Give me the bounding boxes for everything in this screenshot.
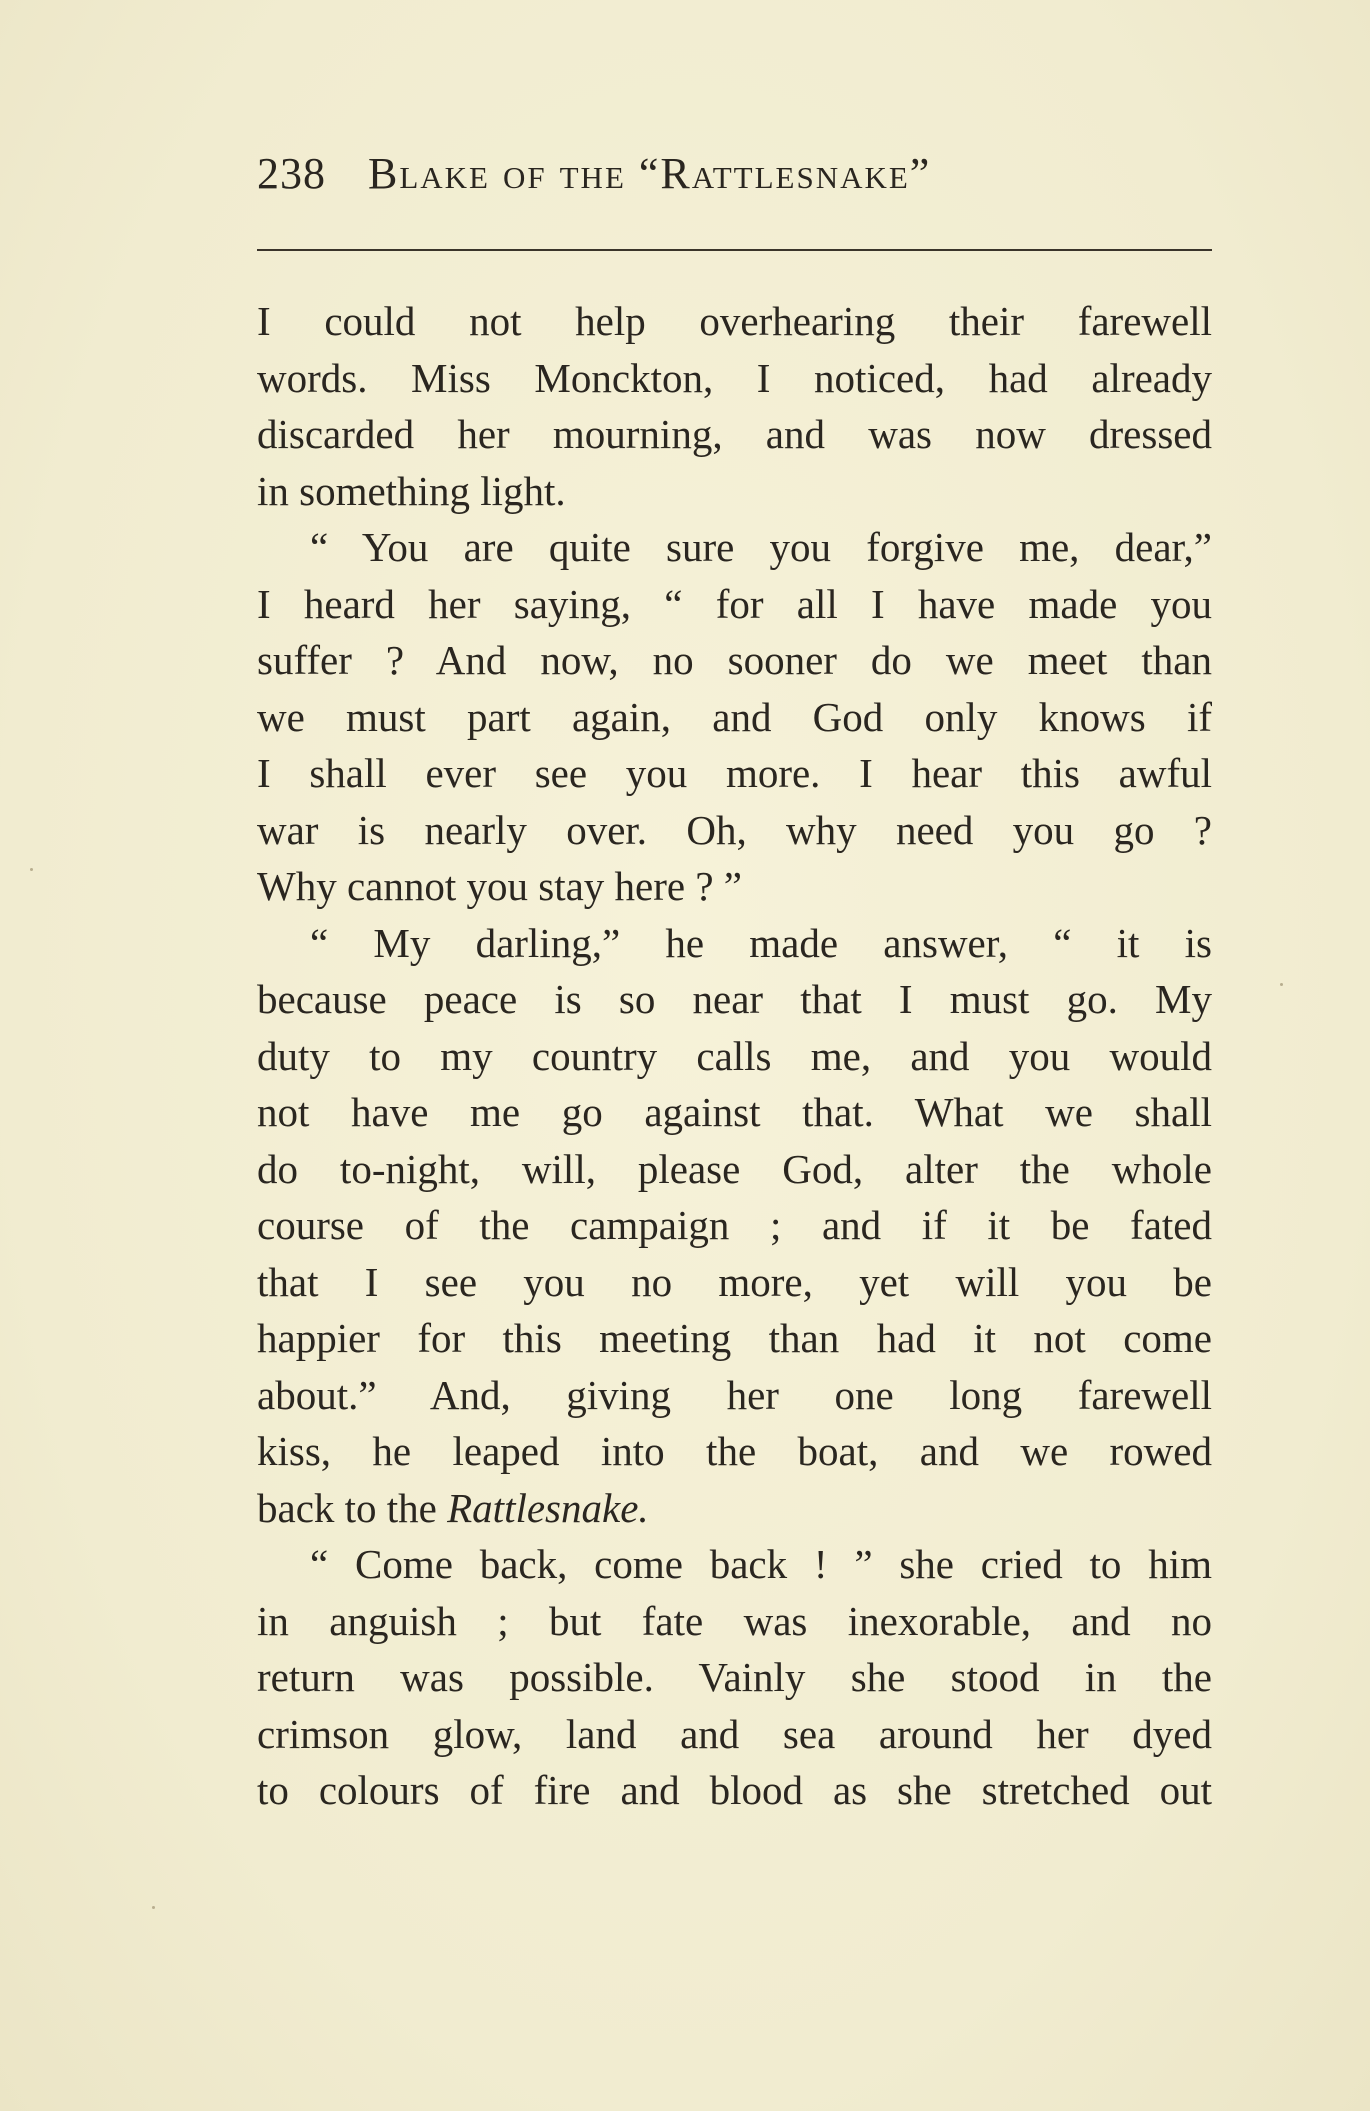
text-line: not have me go against that. What we shall xyxy=(257,1089,1212,1135)
text-line: Why cannot you stay here ? ” xyxy=(257,863,742,909)
text-line: we must part again, and God only knows if xyxy=(257,693,1212,740)
text-line: do to-night, will, please God, alter the whole xyxy=(257,1145,1212,1192)
text-line: about.” And, giving her one long farewell xyxy=(257,1371,1212,1418)
text-line: happier for this meeting than had it not come xyxy=(257,1315,1212,1361)
ship-name-italic: Rattlesnake. xyxy=(447,1484,649,1531)
text-line: discarded her mourning, and was now dressed xyxy=(257,411,1212,457)
paper-speck xyxy=(152,1906,155,1909)
text-line: that I see you no more, yet will you be xyxy=(257,1258,1212,1305)
text-line: because peace is so near that I must go. My xyxy=(257,976,1212,1022)
text-line: I heard her saying, “ for all I have made you xyxy=(257,580,1212,627)
text-line: “ You are quite sure you forgive me, dear,” xyxy=(310,524,1212,570)
body-text xyxy=(257,293,1212,1819)
text-line: war is nearly over. Oh, why need you go ? xyxy=(257,806,1212,853)
page-number: 238 xyxy=(257,149,326,198)
paper-speck xyxy=(30,868,33,871)
text-line: “ My darling,” he made answer, “ it is xyxy=(310,919,1212,966)
paper-speck xyxy=(1280,983,1283,986)
running-title: Blake of the “Rattlesnake” xyxy=(368,149,932,198)
text-line: in anguish ; but fate was inexorable, and no xyxy=(257,1597,1212,1644)
running-header xyxy=(257,148,1212,208)
text-line-with-italic xyxy=(257,1480,1212,1537)
header-rule xyxy=(257,249,1212,251)
text-line: in something light. xyxy=(257,467,566,514)
text-line: return was possible. Vainly she stood in the xyxy=(257,1654,1212,1700)
text-line: crimson glow, land and sea around her dyed xyxy=(257,1710,1212,1757)
text-line: words. Miss Monckton, I noticed, had already xyxy=(257,354,1212,401)
text-line: “ Come back, come back ! ” she cried to him xyxy=(310,1541,1212,1587)
text-line-roman: back to the xyxy=(257,1484,437,1531)
text-line: kiss, he leaped into the boat, and we rowed xyxy=(257,1428,1212,1474)
text-line: to colours of fire and blood as she stretched out xyxy=(257,1767,1212,1813)
text-line: I shall ever see you more. I hear this awful xyxy=(257,750,1212,796)
text-line: I could not help overhearing their farewell xyxy=(257,298,1212,344)
text-line: course of the campaign ; and if it be fated xyxy=(257,1202,1212,1248)
text-line: suffer ? And now, no sooner do we meet than xyxy=(257,637,1212,683)
text-line: duty to my country calls me, and you would xyxy=(257,1032,1212,1079)
